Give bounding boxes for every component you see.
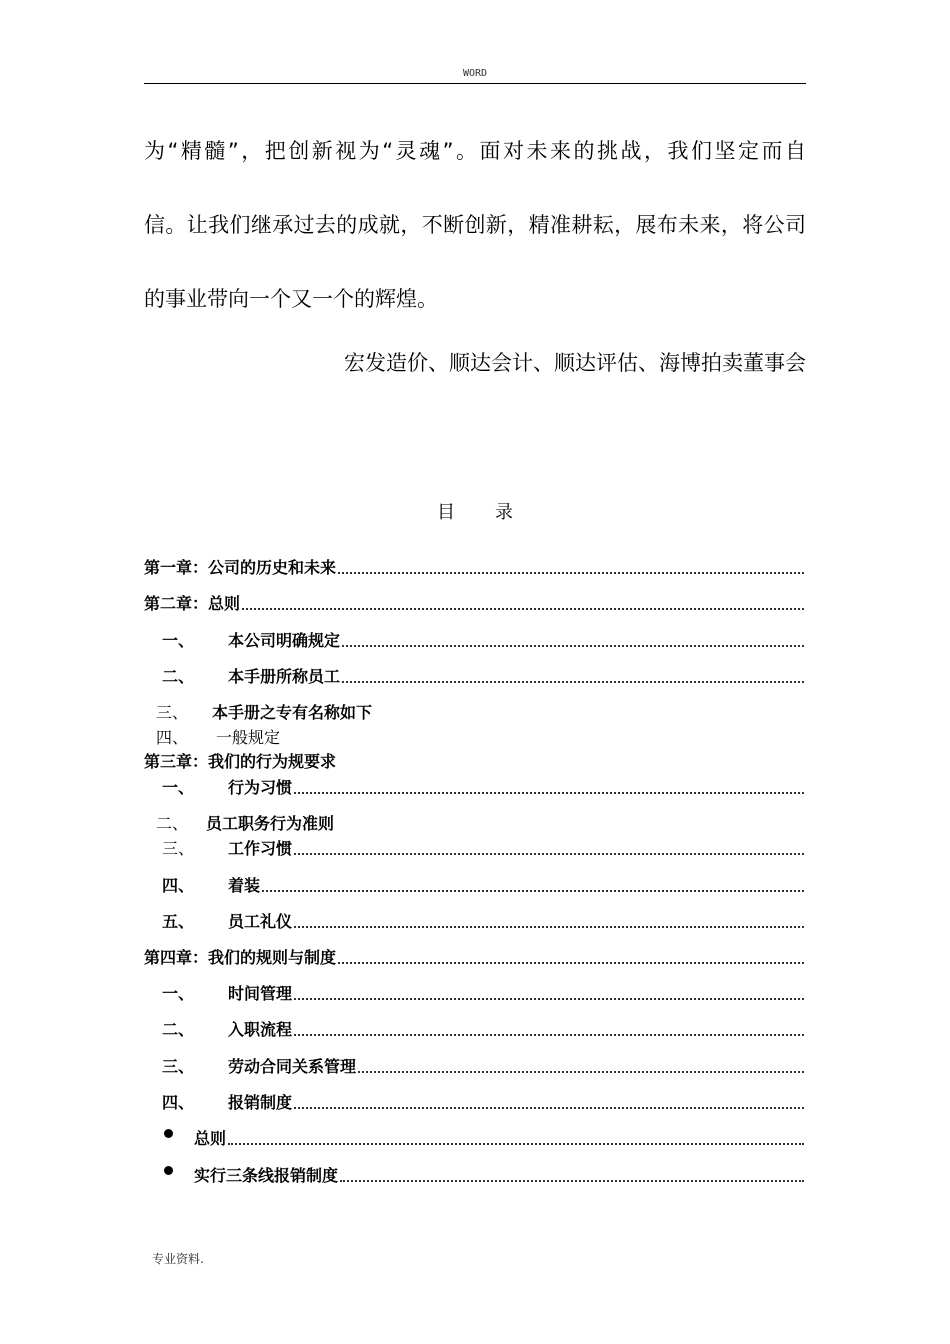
toc-leader-dots	[294, 1034, 804, 1036]
toc-entry-text: 行为习惯	[228, 778, 293, 797]
toc-entry-text: 入职流程	[228, 1020, 293, 1039]
toc-entry-number: 三、	[162, 1057, 195, 1076]
toc-leader-dots	[294, 853, 804, 855]
toc-leader-dots	[358, 1071, 804, 1073]
toc-entry-text: 本公司明确规定	[228, 631, 341, 650]
toc-entry-2-2[interactable]	[144, 667, 806, 687]
toc-entry-3-3[interactable]	[144, 839, 806, 859]
toc-entry-text: 着装	[228, 876, 261, 895]
page-footer-label: 专业资料.	[152, 1252, 204, 1266]
toc-entry-text: 本手册之专有名称如下	[212, 703, 373, 722]
toc-entry-text: 时间管理	[228, 984, 293, 1003]
toc-entry-text: 报销制度	[228, 1093, 293, 1112]
toc-entry-number: 二、	[162, 667, 195, 686]
toc-entry-text: 第一章：公司的历史和未来	[144, 558, 337, 577]
toc-entry-4-4-a[interactable]	[144, 1129, 806, 1149]
toc-entry-number: 二、	[162, 1020, 195, 1039]
toc-leader-dots	[262, 890, 804, 892]
toc-entry-text: 本手册所称员工	[228, 667, 341, 686]
toc-entry-chapter-4[interactable]	[144, 948, 806, 968]
toc-entry-4-1[interactable]	[144, 984, 806, 1004]
body-text-line-2: 信。让我们继承过去的成就，不断创新，精准耕耘，展布未来，将公司	[144, 213, 806, 237]
toc-entry-text: 第二章：总则	[144, 594, 241, 613]
toc-entry-4-3[interactable]	[144, 1057, 806, 1077]
toc-entry-text: 一般规定	[216, 728, 281, 747]
toc-entry-number: 一、	[162, 631, 195, 650]
toc-entry-text: 第四章：我们的规则与制度	[144, 948, 337, 967]
toc-leader-dots	[294, 926, 804, 928]
toc-entry-number: 五、	[162, 912, 195, 931]
toc-entry-2-3[interactable]	[144, 703, 806, 723]
toc-bullet	[164, 1166, 194, 1186]
toc-entry-text: 第三章：我们的行为规要求	[144, 752, 337, 771]
board-signature: 宏发造价、顺达会计、顺达评估、海博拍卖董事会	[344, 351, 806, 375]
toc-entry-4-2[interactable]	[144, 1020, 806, 1040]
toc-leader-dots	[228, 1143, 804, 1145]
toc-leader-dots	[294, 792, 804, 794]
body-text-line-1: 为“精髓”，把创新视为“灵魂”。面对未来的挑战，我们坚定而自	[144, 139, 806, 163]
toc-entry-number: 一、	[162, 984, 195, 1003]
toc-leader-dots	[340, 1180, 804, 1182]
toc-bullet	[164, 1129, 194, 1149]
bullet-icon	[164, 1166, 173, 1175]
toc-title: 目录	[437, 502, 553, 523]
toc-entry-3-1[interactable]	[144, 778, 806, 798]
toc-leader-dots	[342, 681, 804, 683]
toc-entry-text: 员工职务行为准则	[206, 814, 335, 833]
toc-entry-4-4[interactable]	[144, 1093, 806, 1113]
toc-entry-text: 劳动合同关系管理	[228, 1057, 357, 1076]
toc-entry-number: 三、	[162, 839, 195, 858]
toc-entry-4-4-b[interactable]	[144, 1166, 806, 1186]
toc-entry-chapter-3[interactable]	[144, 752, 806, 772]
toc-entry-2-1[interactable]	[144, 631, 806, 651]
toc-entry-number: 一、	[162, 778, 195, 797]
header-divider	[144, 83, 806, 84]
toc-entry-text: 员工礼仪	[228, 912, 293, 931]
toc-entry-text: 工作习惯	[228, 839, 293, 858]
toc-leader-dots	[294, 1107, 804, 1109]
toc-entry-number: 三、	[156, 703, 189, 722]
toc-entry-text: 实行三条线报销制度	[194, 1166, 339, 1185]
toc-entry-chapter-2[interactable]	[144, 594, 806, 614]
toc-leader-dots	[338, 572, 804, 574]
toc-entry-number: 二、	[156, 814, 189, 833]
body-text-line-3: 的事业带向一个又一个的辉煌。	[144, 287, 438, 311]
toc-entry-2-4[interactable]	[144, 728, 806, 748]
toc-entry-text: 总则	[194, 1129, 227, 1148]
toc-entry-3-5[interactable]	[144, 912, 806, 932]
toc-leader-dots	[294, 998, 804, 1000]
toc-entry-3-2[interactable]	[144, 814, 806, 834]
toc-entry-chapter-1[interactable]	[144, 558, 806, 578]
toc-leader-dots	[338, 962, 804, 964]
toc-leader-dots	[242, 608, 804, 610]
toc-entry-number: 四、	[156, 728, 189, 747]
toc-entry-number: 四、	[162, 876, 195, 895]
toc-entry-number: 四、	[162, 1093, 195, 1112]
page-header-label: WORD	[462, 68, 488, 79]
toc-entry-3-4[interactable]	[144, 876, 806, 896]
bullet-icon	[164, 1129, 173, 1138]
toc-leader-dots	[342, 645, 804, 647]
